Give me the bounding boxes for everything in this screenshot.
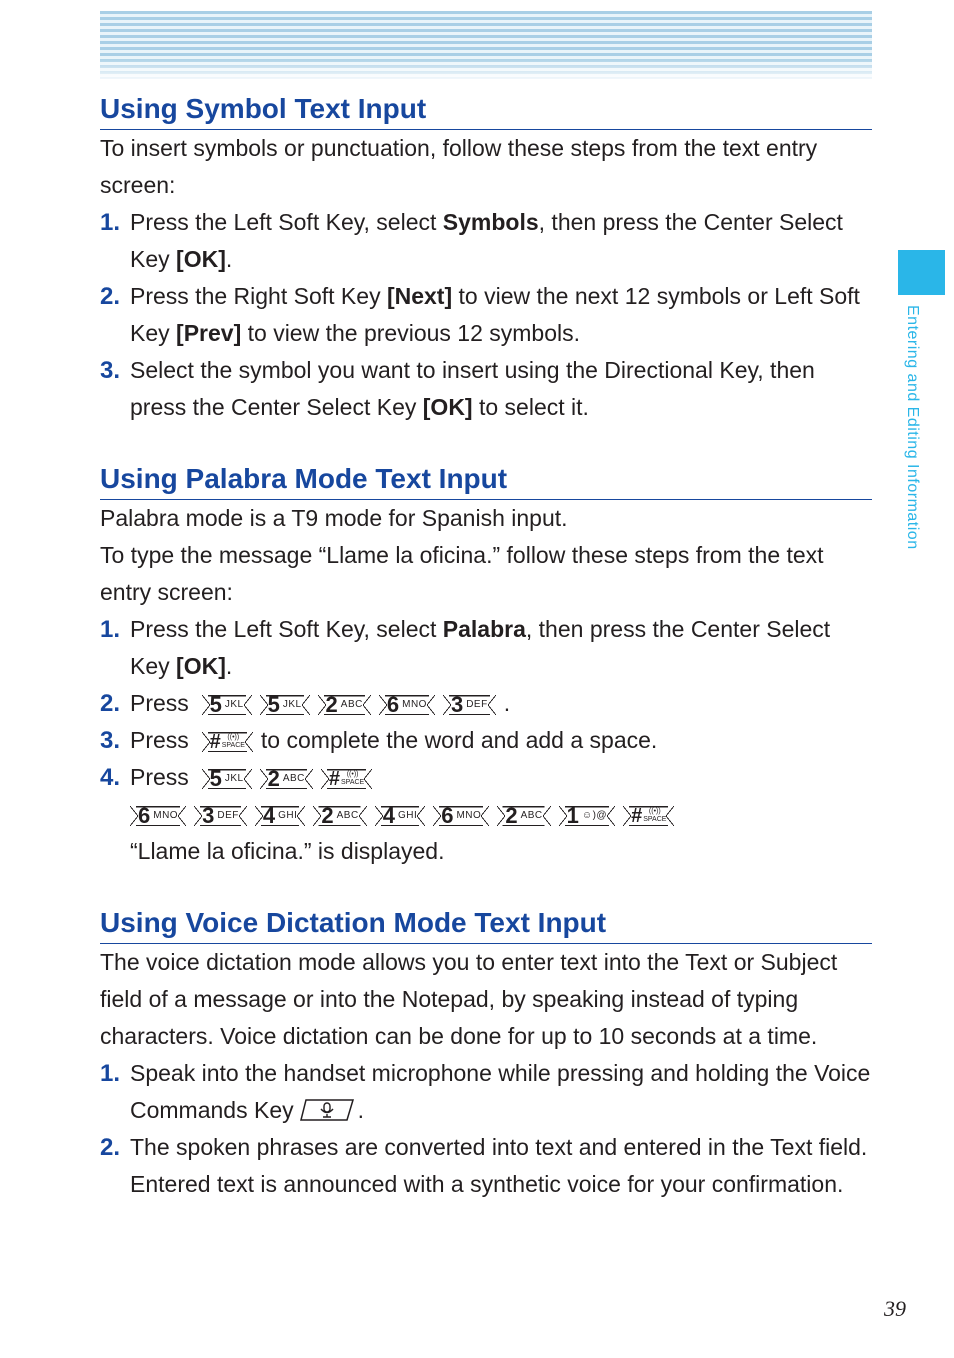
step-number: 3. — [100, 727, 121, 754]
key-4-ghi-icon: 4 $^{GHI}$ — [375, 806, 426, 826]
key-6-mno-icon: 6 $^{MNO}$ — [433, 806, 489, 826]
step-number: 3. — [100, 357, 121, 384]
step-number: 2. — [100, 690, 121, 717]
step-text: Press the Left Soft Key, select — [130, 616, 443, 642]
key-6-mno-icon: 6 $^{MNO}$ — [379, 695, 435, 715]
step-number: 1. — [100, 1060, 121, 1087]
step-text: , then press the Center Select Key — [130, 616, 831, 679]
step-bold: Palabra — [442, 616, 526, 642]
key-hash-space-icon: # ((•)) SPACE — [202, 732, 253, 752]
palabra-step-4 — [100, 759, 872, 796]
key-hash-space-icon: # ((•)) SPACE — [321, 769, 372, 789]
key-1-voicemail-icon: 1 ☺)@ — [559, 806, 615, 826]
header-stripe-banner — [100, 11, 872, 79]
symbol-intro: To insert symbols or punctuation, follow these steps from the text entry screen: — [100, 135, 818, 198]
step-bold: Symbols — [442, 209, 539, 235]
section-title-voice: Using Voice Dictation Mode Text Input — [100, 904, 872, 944]
step-text: . — [225, 246, 233, 272]
voice-step-2 — [100, 1129, 872, 1203]
key-5-jkl-icon: 5 $^{JKL}$ — [260, 695, 310, 715]
step-text: to view the next 12 symbols or Left Soft Key — [130, 283, 860, 346]
step-text: to view the previous 12 symbols. — [241, 320, 581, 346]
palabra-intro-2: To type the message “Llame la oficina.” follow these steps from the text entry screen: — [100, 542, 824, 605]
step-text: The spoken phrases are converted into text and entered in the Text field. Entered text is announced with a synthetic voice for your confirmation. — [130, 1134, 868, 1197]
chapter-side-label: Entering and Editing Information — [904, 305, 921, 550]
step-bold: [OK] — [422, 394, 473, 420]
step-text: Press — [130, 727, 189, 753]
key-2-abc-icon: 2 $^{ABC}$ — [260, 769, 313, 789]
step-text: Speak into the handset microphone while pressing and holding the Voice Commands Key — [130, 1060, 871, 1123]
section-title-palabra: Using Palabra Mode Text Input — [100, 460, 872, 500]
palabra-step-3 — [100, 722, 872, 759]
step-number: 4. — [100, 764, 121, 791]
step-number: 2. — [100, 283, 121, 310]
step-number: 2. — [100, 1134, 121, 1161]
step-text: . — [225, 653, 233, 679]
key-5-jkl-icon: 5 $^{JKL}$ — [202, 695, 252, 715]
section-title-symbol: Using Symbol Text Input — [100, 90, 872, 130]
page-number: 39 — [884, 1296, 906, 1321]
step-text: Press the Left Soft Key, select — [130, 209, 443, 235]
step-text: to select it. — [472, 394, 589, 420]
step-text: Press — [130, 690, 189, 716]
page-content — [100, 90, 872, 1203]
key-5-jkl-icon: 5 $^{JKL}$ — [202, 769, 252, 789]
step-text: Press the Right Soft Key — [130, 283, 387, 309]
key-2-abc-icon: 2 $^{ABC}$ — [318, 695, 371, 715]
step-text: Select the symbol you want to insert using the Directional Key, then press the Center Select Key — [130, 357, 815, 420]
step-bold: [Prev] — [176, 320, 242, 346]
step-number: 1. — [100, 209, 121, 236]
step-text: Press — [130, 764, 189, 790]
key-6-mno-icon: 6 $^{MNO}$ — [130, 806, 186, 826]
step-number: 1. — [100, 616, 121, 643]
symbol-step-3 — [100, 352, 872, 426]
palabra-key-sequence — [100, 796, 872, 833]
key-4-ghi-icon: 4 $^{GHI}$ — [255, 806, 306, 826]
chapter-tab-marker — [898, 250, 945, 295]
key-hash-space-icon: # ((•)) SPACE — [623, 806, 674, 826]
key-2-abc-icon: 2 $^{ABC}$ — [497, 806, 550, 826]
step-bold: [OK] — [176, 246, 226, 272]
step-text: to complete the word and add a space. — [260, 727, 658, 753]
palabra-result: “Llame la oficina.” is displayed. — [130, 838, 445, 864]
palabra-step-1 — [100, 611, 872, 685]
palabra-intro-1: Palabra mode is a T9 mode for Spanish input. — [100, 505, 568, 531]
step-text: , then press the Center Select Key — [130, 209, 843, 272]
voice-step-1: 1. Speak into the handset microphone while pressing and holding the Voice Commands Key . — [100, 1055, 872, 1129]
step-bold: [Next] — [386, 283, 453, 309]
palabra-step-2: 2. Press 5 $^{JKL}$ 5 $^{JKL}$ 2 $^{ABC}$ 6 $^{MNO}$ 3 $^{DEF}$ . — [100, 685, 872, 722]
key-2-abc-icon: 2 $^{ABC}$ — [313, 806, 366, 826]
voice-commands-key-icon — [300, 1095, 354, 1117]
step-bold: [OK] — [176, 653, 226, 679]
voice-intro: The voice dictation mode allows you to enter text into the Text or Subject field of a message or into the Notepad, by speaking instead of typing characters. Voice dictation can be done for up to 10 seconds at a time. — [100, 949, 838, 1049]
key-3-def-icon: 3 $^{DEF}$ — [194, 806, 247, 826]
symbol-step-2 — [100, 278, 872, 352]
symbol-step-1 — [100, 204, 872, 278]
key-3-def-icon: 3 $^{DEF}$ — [443, 695, 496, 715]
